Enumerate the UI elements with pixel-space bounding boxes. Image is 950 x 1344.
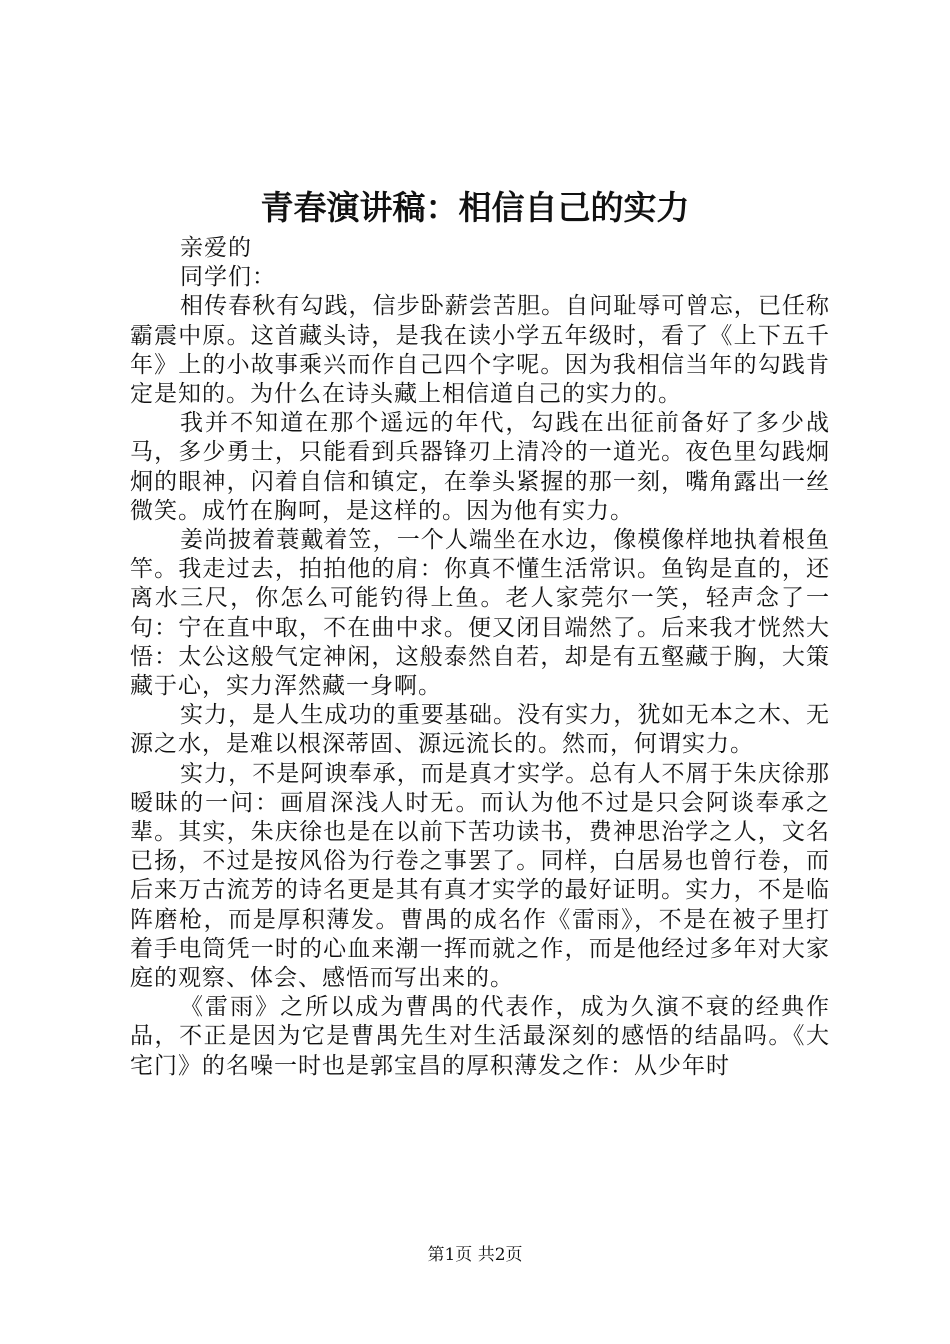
paragraph: 《雷雨》之所以成为曹禺的代表作，成为久演不衰的经典作品，不正是因为它是曹禺先生对生活最深刻的感悟的结晶吗。《大宅门》的名噪一时也是郭宝昌的厚积薄发之作：从少年时 xyxy=(130,994,830,1079)
paragraph: 我并不知道在那个遥远的年代，勾践在出征前备好了多少战马，多少勇士，只能看到兵器锋刃上清冷的一道光。夜色里勾践炯炯的眼神，闪着自信和镇定，在拳头紧握的那一刻，嘴角露出一丝微笑。成竹在胸呵，是这样的。因为他有实力。 xyxy=(130,410,830,524)
paragraph: 实力，是人生成功的重要基础。没有实力，犹如无本之木、无源之水，是难以根深蒂固、源远流长的。然而，何谓实力。 xyxy=(130,702,830,758)
paragraph: 相传春秋有勾践，信步卧薪尝苦胆。自问耻辱可曾忘，已任称霸震中原。这首藏头诗，是我在读小学五年级时，看了《上下五千年》上的小故事乘兴而作自己四个字呢。因为我相信当年的勾践肯定是知的。为什么在诗头藏上相信道自己的实力的。 xyxy=(130,293,830,408)
document-body xyxy=(130,234,830,1081)
salutation-line-1: 亲爱的 xyxy=(180,235,252,261)
salutation-line-2: 同学们： xyxy=(180,264,276,291)
paragraph: 姜尚披着蓑戴着笠，一个人端坐在水边，像模像样地执着根鱼竿。我走过去，拍拍他的肩：你真不懂生活常识。鱼钩是直的，还离水三尺，你怎么可能钓得上鱼。老人家莞尔一笑，轻声念了一句：宁在直中取，不在曲中求。便又闭目端然了。后来我才恍然大悟：太公这般气定神闲，这般泰然自若，却是有五壑藏于胸，大策藏于心，实力浑然藏一身啊。 xyxy=(130,527,830,700)
document-title: 青春演讲稿：相信自己的实力 xyxy=(260,188,690,227)
paragraph: 实力，不是阿谀奉承，而是真才实学。总有人不屑于朱庆徐那暧昧的一问：画眉深浅人时无。而认为他不过是只会阿谈奉承之辈。其实，朱庆徐也是在以前下苦功读书，费神思治学之人，文名已扬，不过是按风俗为行卷之事罢了。同样，白居易也曾行卷，而后来万古流芳的诗名更是其有真才实学的最好证明。实力，不是临阵磨枪，而是厚积薄发。曹禺的成名作《雷雨》，不是在被子里打着手电筒凭一时的心血来潮一挥而就之作，而是他经过多年对大家庭的观察、体会、感悟而写出来的。 xyxy=(130,760,830,992)
page-footer: 第1页 共2页 xyxy=(427,1245,523,1265)
